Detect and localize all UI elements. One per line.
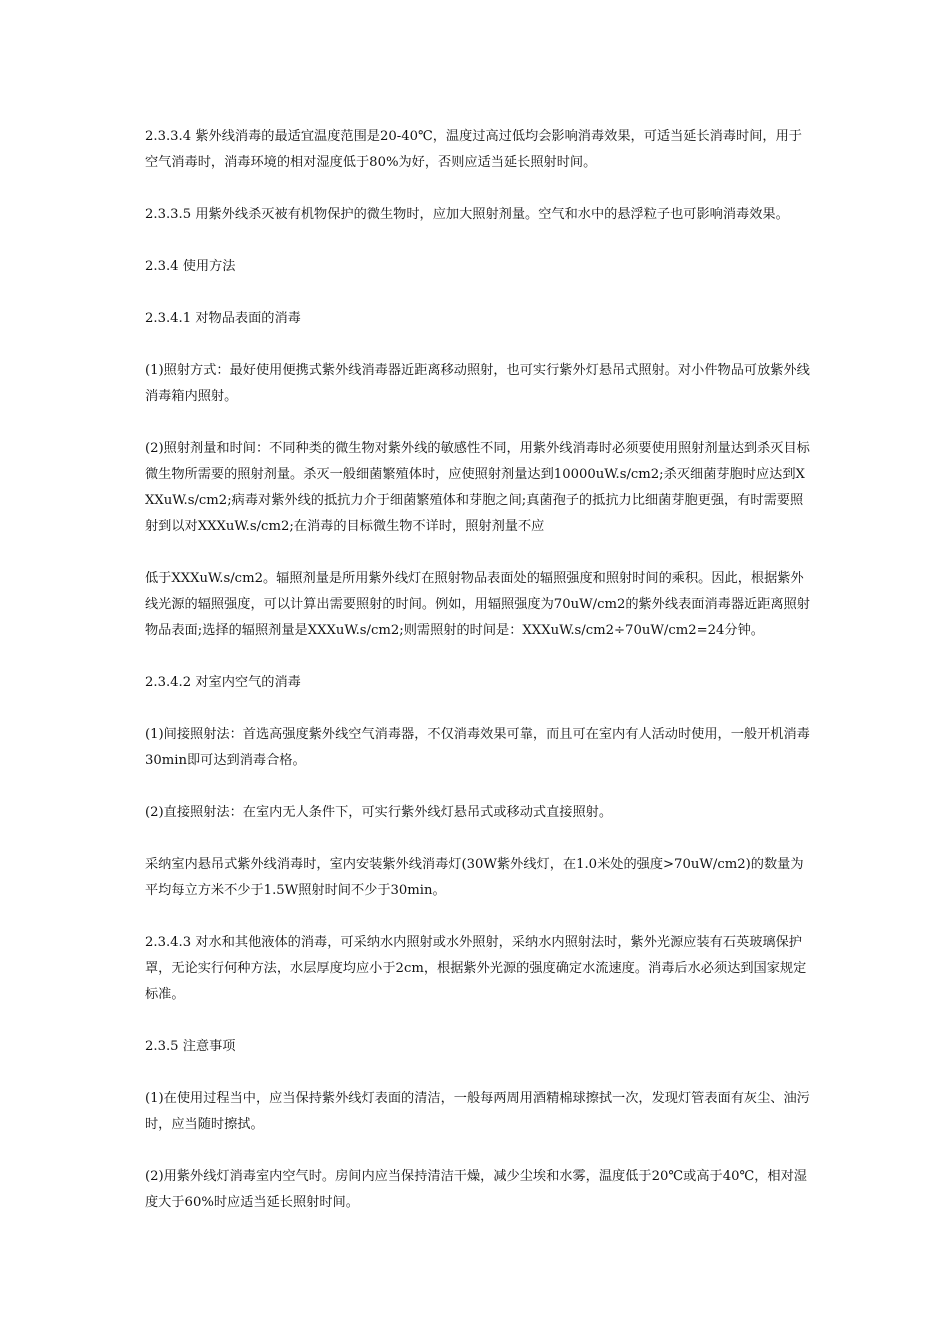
paragraph-irradiation-dose: (2)照射剂量和时间：不同种类的微生物对紫外线的敏感性不同，用紫外线消毒时必须要使用照射剂量达到杀灭目标微生物所需要的照射剂量。杀灭一般细菌繁殖体时，应使照射剂量达到10000uW.s/cm2;杀灭细菌芽胞时应达到XXXuW.s/cm2;病毒对紫外线的抵抗力介于细菌繁殖体和芽胞之间;真菌孢子的抵抗力比细菌芽胞更强，有时需要照射到以对XXXuW.s/cm2;在消毒的目标微生物不详时，照射剂量不应 — [145, 441, 810, 534]
document-body — [145, 124, 810, 1242]
heading-2-3-4-1: 2.3.4.1 对物品表面的消毒 — [145, 311, 301, 326]
paragraph-2-3-4-3: 2.3.4.3 对水和其他液体的消毒，可采纳水内照射或水外照射，采纳水内照射法时，紫外光源应装有石英玻璃保护罩，无论实行何种方法，水层厚度均应小于2cm，根据紫外光源的强度确定水流速度。消毒后水必须达到国家规定标准。 — [145, 935, 807, 1002]
heading-2-3-5: 2.3.5 注意事项 — [145, 1039, 236, 1054]
paragraph-direct-irradiation: (2)直接照射法：在室内无人条件下，可实行紫外线灯悬吊式或移动式直接照射。 — [145, 805, 613, 820]
paragraph-room-conditions: (2)用紫外线灯消毒室内空气时。房间内应当保持清洁干燥，减少尘埃和水雾，温度低于20℃或高于40℃，相对湿度大于60%时应适当延长照射时间。 — [145, 1169, 807, 1210]
paragraph-irradiation-method: (1)照射方式：最好使用便携式紫外线消毒器近距离移动照射，也可实行紫外灯悬吊式照射。对小件物品可放紫外线消毒箱内照射。 — [145, 363, 810, 404]
heading-2-3-4-2: 2.3.4.2 对室内空气的消毒 — [145, 675, 301, 690]
paragraph-2-3-3-5: 2.3.3.5 用紫外线杀灭被有机物保护的微生物时，应加大照射剂量。空气和水中的悬浮粒子也可影响消毒效果。 — [145, 207, 789, 222]
paragraph-dose-calculation: 低于XXXuW.s/cm2。辐照剂量是所用紫外线灯在照射物品表面处的辐照强度和照射时间的乘积。因此，根据紫外线光源的辐照强度，可以计算出需要照射的时间。例如，用辐照强度为70uW/cm2的紫外线表面消毒器近距离照射物品表面;选择的辐照剂量是XXXuW.s/cm2;则需照射的时间是：XXXuW.s/cm2÷70uW/cm2=24分钟。 — [145, 571, 810, 638]
paragraph-lamp-cleaning: (1)在使用过程当中，应当保持紫外线灯表面的清洁，一般每两周用酒精棉球擦拭一次，发现灯管表面有灰尘、油污时，应当随时擦拭。 — [145, 1091, 810, 1132]
heading-2-3-4: 2.3.4 使用方法 — [145, 259, 236, 274]
paragraph-indirect-irradiation: (1)间接照射法：首选高强度紫外线空气消毒器，不仅消毒效果可靠，而且可在室内有人活动时使用，一般开机消毒30min即可达到消毒合格。 — [145, 727, 810, 768]
paragraph-suspended-lamp: 采纳室内悬吊式紫外线消毒时，室内安装紫外线消毒灯(30W紫外线灯，在1.0米处的强度>70uW/cm2)的数量为平均每立方米不少于1.5W照射时间不少于30min。 — [145, 857, 804, 898]
paragraph-2-3-3-4: 2.3.3.4 紫外线消毒的最适宜温度范围是20-40℃，温度过高过低均会影响消毒效果，可适当延长消毒时间，用于空气消毒时，消毒环境的相对湿度低于80%为好，否则应适当延长照射时间。 — [145, 129, 802, 170]
